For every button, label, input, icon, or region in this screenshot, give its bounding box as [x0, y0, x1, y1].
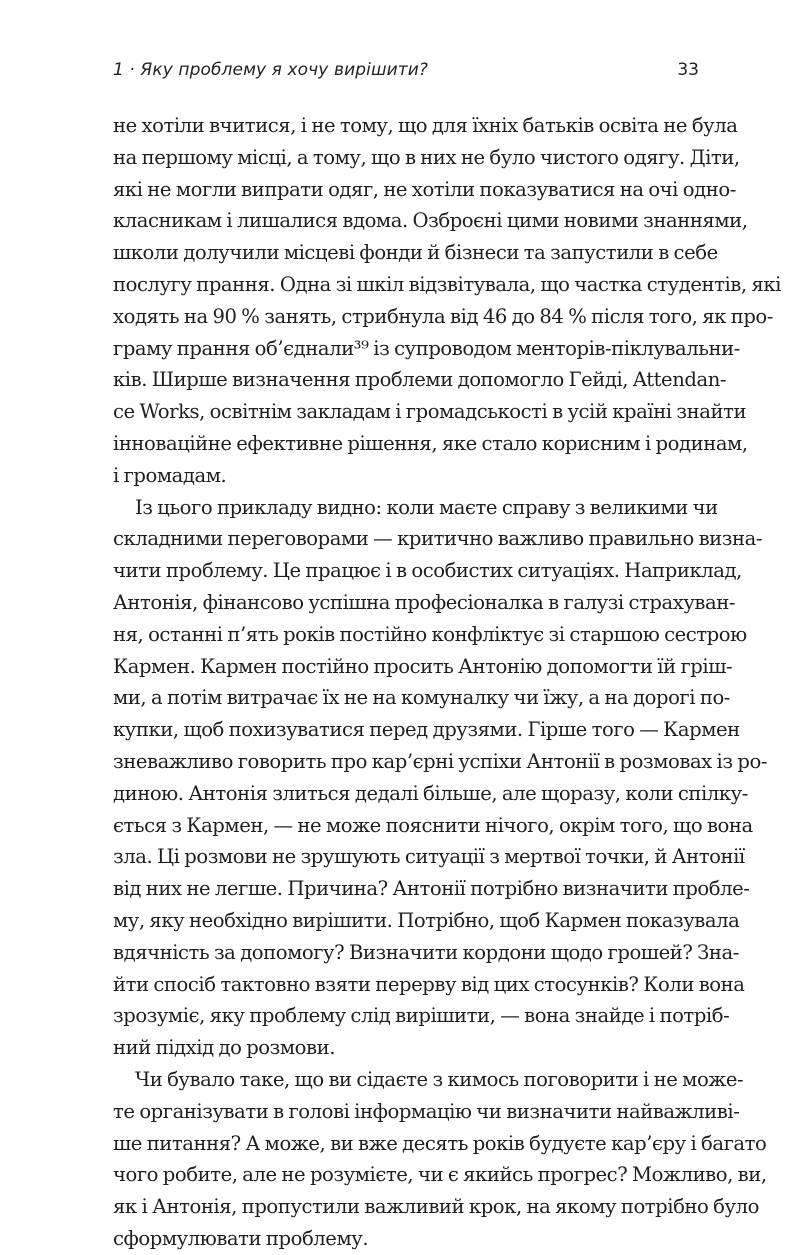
text-line: ється з Кармен, — не може пояснити нічого, окрім того, що вона	[113, 813, 753, 837]
text-line: сформулювати проблему.	[113, 1226, 369, 1250]
text-line: чити проблему. Це працює і в особистих ситуаціях. Наприклад,	[113, 559, 742, 583]
text-line: те організувати в голові інформацію чи визначити найважливі-	[113, 1099, 740, 1123]
paragraph-3	[113, 1064, 767, 1255]
text-line: на першому місці, а тому, що в них не було чистого одягу. Діти,	[113, 145, 740, 169]
text-line: як і Антонія, пропустили важливий крок, на якому потрібно було	[113, 1195, 759, 1219]
text-line: вдячність за допомогу? Визначити кордони щодо грошей? Зна-	[113, 940, 739, 964]
text-line: які не могли випрати одяг, не хотіли показуватися на очі одно-	[113, 177, 736, 201]
text-line: ми, а потім витрачає їх не на комуналку чи їжу, а на дорогі по-	[113, 686, 730, 710]
text-line: зневажливо говорить про кар’єрні успіхи Антонії в розмовах із ро-	[113, 749, 767, 773]
paragraph-1	[113, 110, 781, 492]
text-line: послугу прання. Одна зі шкіл відзвітувала, що частка студентів, які	[113, 272, 781, 296]
running-head-title: 1 · Яку проблему я хочу вирішити?	[113, 60, 429, 80]
text-line: інноваційне ефективне рішення, яке стало корисним і родинам,	[113, 431, 748, 455]
text-line: Із цього прикладу видно: коли маєте справу з великими чи	[135, 495, 718, 519]
text-line: ce Works, освітнім закладам і громадськості в усій країні знайти	[113, 400, 747, 424]
text-line: зрозуміє, яку проблему слід вирішити, — вона знайде і потріб-	[113, 1004, 730, 1028]
text-line: Антонія, фінансово успішна професіоналка в галузі страхуван-	[113, 590, 736, 614]
text-line: ходять на 90 % занять, стрибнула від 46 до 84 % після того, як про-	[113, 304, 773, 328]
text-line: граму прання об’єднали³⁹ із супроводом менторів-піклувальни-	[113, 336, 740, 360]
text-line: Чи бувало таке, що ви сідаєте з кимось поговорити і не може-	[135, 1067, 744, 1091]
text-line: диною. Антонія злиться дедалі більше, але щоразу, коли спілку-	[113, 781, 748, 805]
text-line: класникам і лишалися вдома. Озброєні цими новими знаннями,	[113, 209, 748, 233]
text-line: складними переговорами — критично важливо правильно визна-	[113, 527, 763, 551]
text-line: Кармен. Кармен постійно просить Антонію допомогти їй гріш-	[113, 654, 733, 678]
text-line: йти спосіб тактовно взяти перерву від цих стосунків? Коли вона	[113, 972, 745, 996]
page-number: 33	[677, 60, 699, 80]
text-line: не хотіли вчитися, і не тому, що для їхніх батьків освіта не була	[113, 114, 738, 137]
text-line: купки, щоб похизуватися перед друзями. Гірше того — Кармен	[113, 718, 740, 742]
text-line: чого робите, але не розумієте, чи є якийсь прогрес? Можливо, ви,	[113, 1163, 767, 1187]
text-line: ня, останні п’ять років постійно конфліктує зі старшою сестрою	[113, 622, 747, 646]
text-line: зла. Ці розмови не зрушують ситуації з мертвої точки, й Антонії	[113, 845, 745, 869]
text-line: ше питання? А може, ви вже десять років будуєте кар’єру і багато	[113, 1131, 767, 1155]
text-line: від них не легше. Причина? Антонії потрібно визначити пробле-	[113, 877, 750, 901]
text-line: і громадам.	[113, 463, 227, 487]
text-line: ків. Ширше визначення проблеми допомогло Гейді, Attendan-	[113, 368, 727, 392]
body-text	[113, 110, 781, 1255]
text-line: школи долучили місцеві фонди й бізнеси та запустили в себе	[113, 241, 718, 265]
text-line: му, яку необхідно вирішити. Потрібно, щоб Кармен показувала	[113, 908, 740, 932]
text-line: ний підхід до розмови.	[113, 1036, 335, 1060]
paragraph-2	[113, 492, 767, 1064]
